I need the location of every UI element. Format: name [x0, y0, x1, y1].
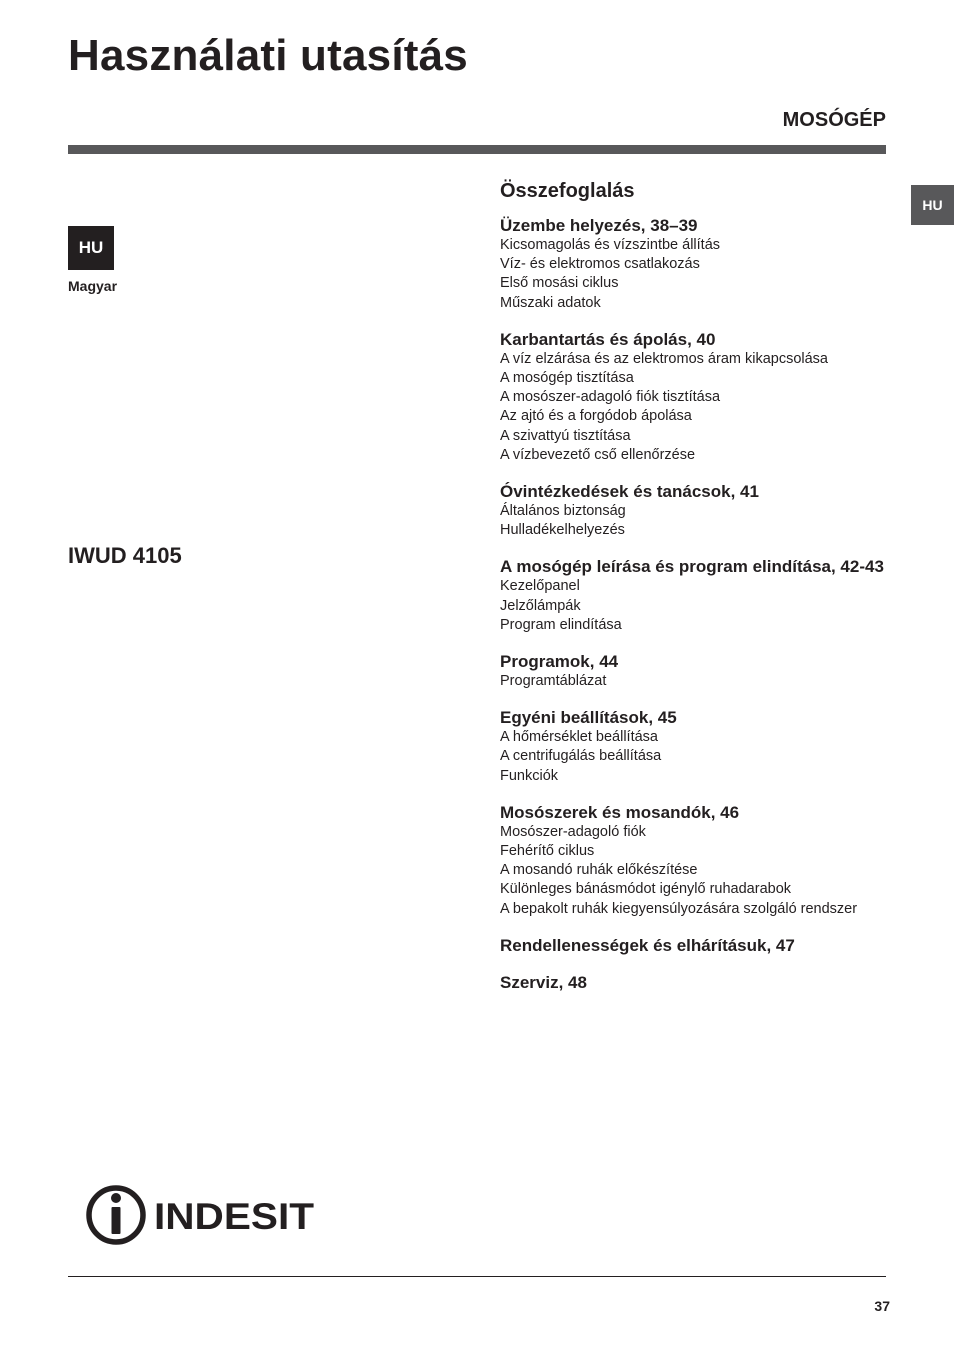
toc-item: Az ajtó és a forgódob ápolása [500, 408, 692, 425]
toc-section [500, 803, 900, 919]
toc-item: Funkciók [500, 767, 559, 784]
toc-item: A mosógép tisztítása [500, 370, 634, 387]
footer-divider [68, 1276, 886, 1277]
toc-section-title: Egyéni beállítások, 45 [500, 708, 677, 728]
table-of-contents [500, 179, 900, 1010]
toc-section-title: Mosószerek és mosandók, 46 [500, 802, 740, 822]
toc-section-title: Óvintézkedések és tanácsok, 41 [500, 482, 759, 502]
toc-item: Kicsomagolás és vízszintbe állítás [500, 237, 721, 253]
toc-section [500, 973, 900, 993]
toc-item: A mosószer-adagoló fiók tisztítása [500, 389, 721, 406]
toc-item: Különleges bánásmódot igénylő ruhadarabok [500, 881, 792, 898]
toc-section [500, 216, 900, 313]
toc-section [500, 936, 900, 956]
toc-item: A vízbevezető cső ellenőrzése [500, 446, 696, 463]
toc-item: Víz- és elektromos csatlakozás [500, 256, 700, 273]
language-badge: HU [68, 226, 114, 270]
toc-item: A centrifugálás beállítása [500, 748, 662, 765]
toc-section-title: A mosógép leírása és program elindítása, 42-43 [500, 557, 884, 577]
toc-item: Általános biztonság [500, 503, 626, 520]
toc-section [500, 708, 900, 786]
toc-item: Kezelőpanel [500, 578, 580, 595]
product-category: MOSÓGÉP [782, 109, 886, 131]
toc-section-title: Szerviz, 48 [500, 972, 587, 992]
toc-section-title: Rendellenességek és elhárításuk, 47 [500, 935, 795, 955]
page-title: Használati utasítás [68, 31, 468, 80]
brand-wordmark: INDESIT [154, 1196, 315, 1237]
toc-item: Jelzőlámpák [500, 597, 581, 614]
toc-item: Hulladékelhelyezés [500, 522, 625, 539]
language-name: Magyar [68, 278, 118, 294]
logo-dot [111, 1193, 121, 1203]
toc-section [500, 482, 900, 540]
toc-sections [500, 216, 900, 993]
toc-section-title: Programok, 44 [500, 652, 619, 672]
logo-stem [112, 1207, 121, 1234]
toc-item: A víz elzárása és az elektromos áram kikapcsolása [500, 350, 828, 367]
toc-item: Első mosási ciklus [500, 275, 619, 292]
toc-item: A bepakolt ruhák kiegyensúlyozására szolgáló rendszer [500, 900, 858, 917]
toc-item: Műszaki adatok [500, 294, 601, 311]
language-side-tab: HU [911, 185, 954, 225]
toc-item: Program elindítása [500, 616, 622, 633]
toc-item: Mosószer-adagoló fiók [500, 823, 646, 840]
toc-item: A szivattyú tisztítása [500, 427, 631, 444]
toc-section-title: Karbantartás és ápolás, 40 [500, 329, 716, 349]
page-number: 37 [874, 1298, 890, 1314]
toc-item: A mosandó ruhák előkészítése [500, 862, 698, 879]
model-number: IWUD 4105 [68, 543, 182, 568]
toc-item: Fehérítő ciklus [500, 843, 595, 860]
toc-section [500, 330, 900, 465]
indesit-logo-icon [84, 1180, 324, 1250]
toc-section [500, 557, 900, 635]
toc-section [500, 652, 900, 691]
toc-item: A hőmérséklet beállítása [500, 729, 658, 746]
header-divider [68, 145, 886, 154]
toc-item: Programtáblázat [500, 673, 607, 690]
toc-section-title: Üzembe helyezés, 38–39 [500, 216, 698, 235]
toc-heading: Összefoglalás [500, 180, 635, 202]
